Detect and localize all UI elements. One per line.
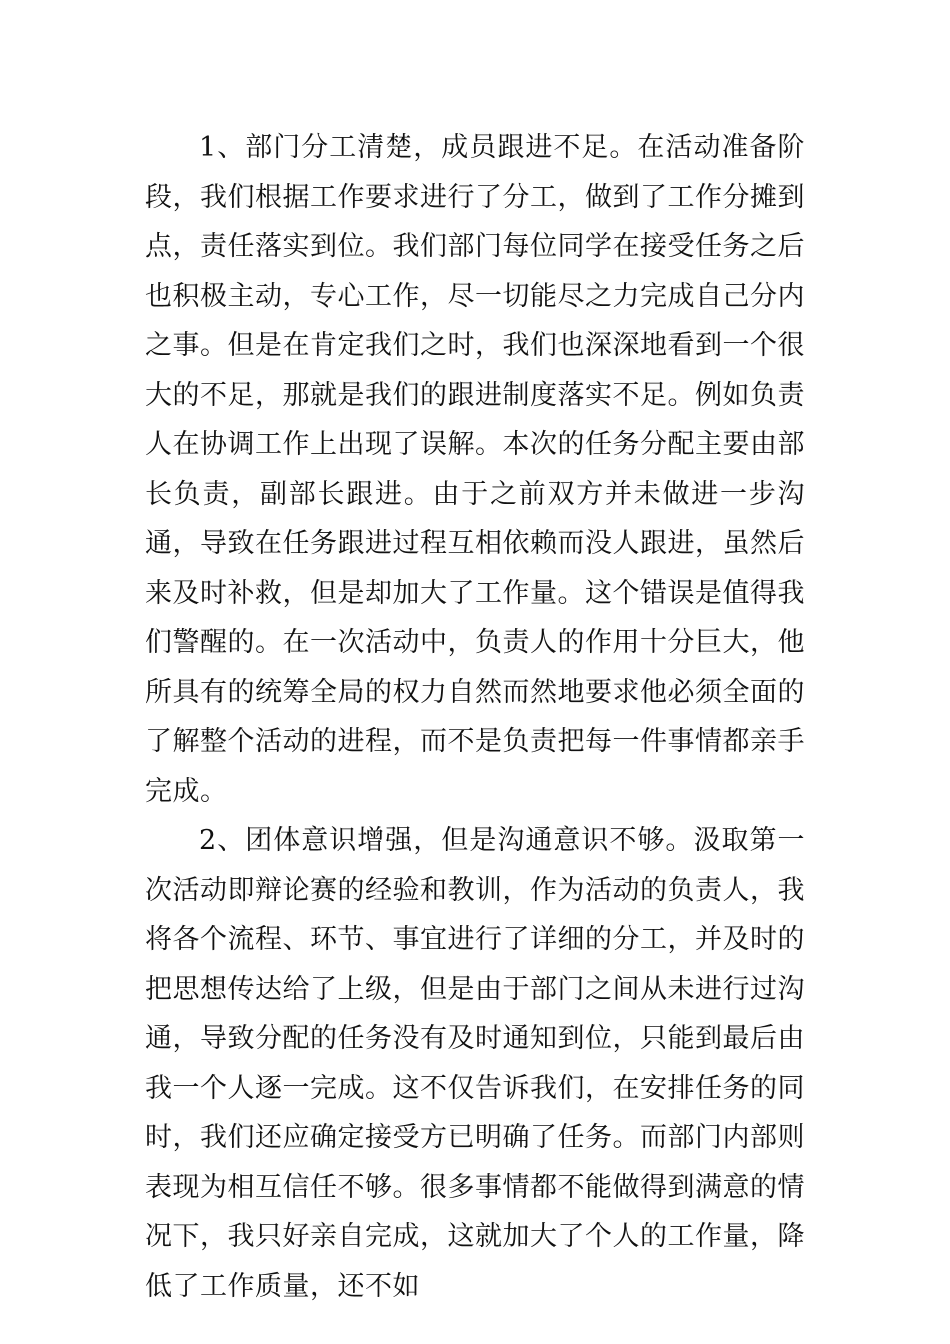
paragraph-1: 1、部门分工清楚，成员跟进不足。在活动准备阶段，我们根据工作要求进行了分工，做到了工作分摊到点，责任落实到位。我们部门每位同学在接受任务之后也积极主动，专心工作，尽一切能尽之力完成自己分内之事。但是在肯定我们之时，我们也深深地看到一个很大的不足，那就是我们的跟进制度落实不足。例如负责人在协调工作上出现了误解。本次的任务分配主要由部长负责，副部长跟进。由于之前双方并未做进一步沟通，导致在任务跟进过程互相依赖而没人跟进，虽然后来及时补救，但是却加大了工作量。这个错误是值得我们警醒的。在一次活动中，负责人的作用十分巨大，他所具有的统筹全局的权力自然而然地要求他必须全面的了解整个活动的进程，而不是负责把每一件事情都亲手完成。 [145, 132, 805, 807]
paragraph-2: 2、团体意识增强，但是沟通意识不够。汲取第一次活动即辩论赛的经验和教训，作为活动的负责人，我将各个流程、环节、事宜进行了详细的分工，并及时的把思想传达给了上级，但是由于部门之间从未进行过沟通，导致分配的任务没有及时通知到位，只能到最后由我一个人逐一完成。这不仅告诉我们，在安排任务的同时，我们还应确定接受方已明确了任务。而部门内部则表现为相互信任不够。很多事情都不能做得到满意的情况下，我只好亲自完成，这就加大了个人的工作量，降低了工作质量，还不如 [145, 825, 805, 1302]
document-body [145, 123, 805, 1311]
